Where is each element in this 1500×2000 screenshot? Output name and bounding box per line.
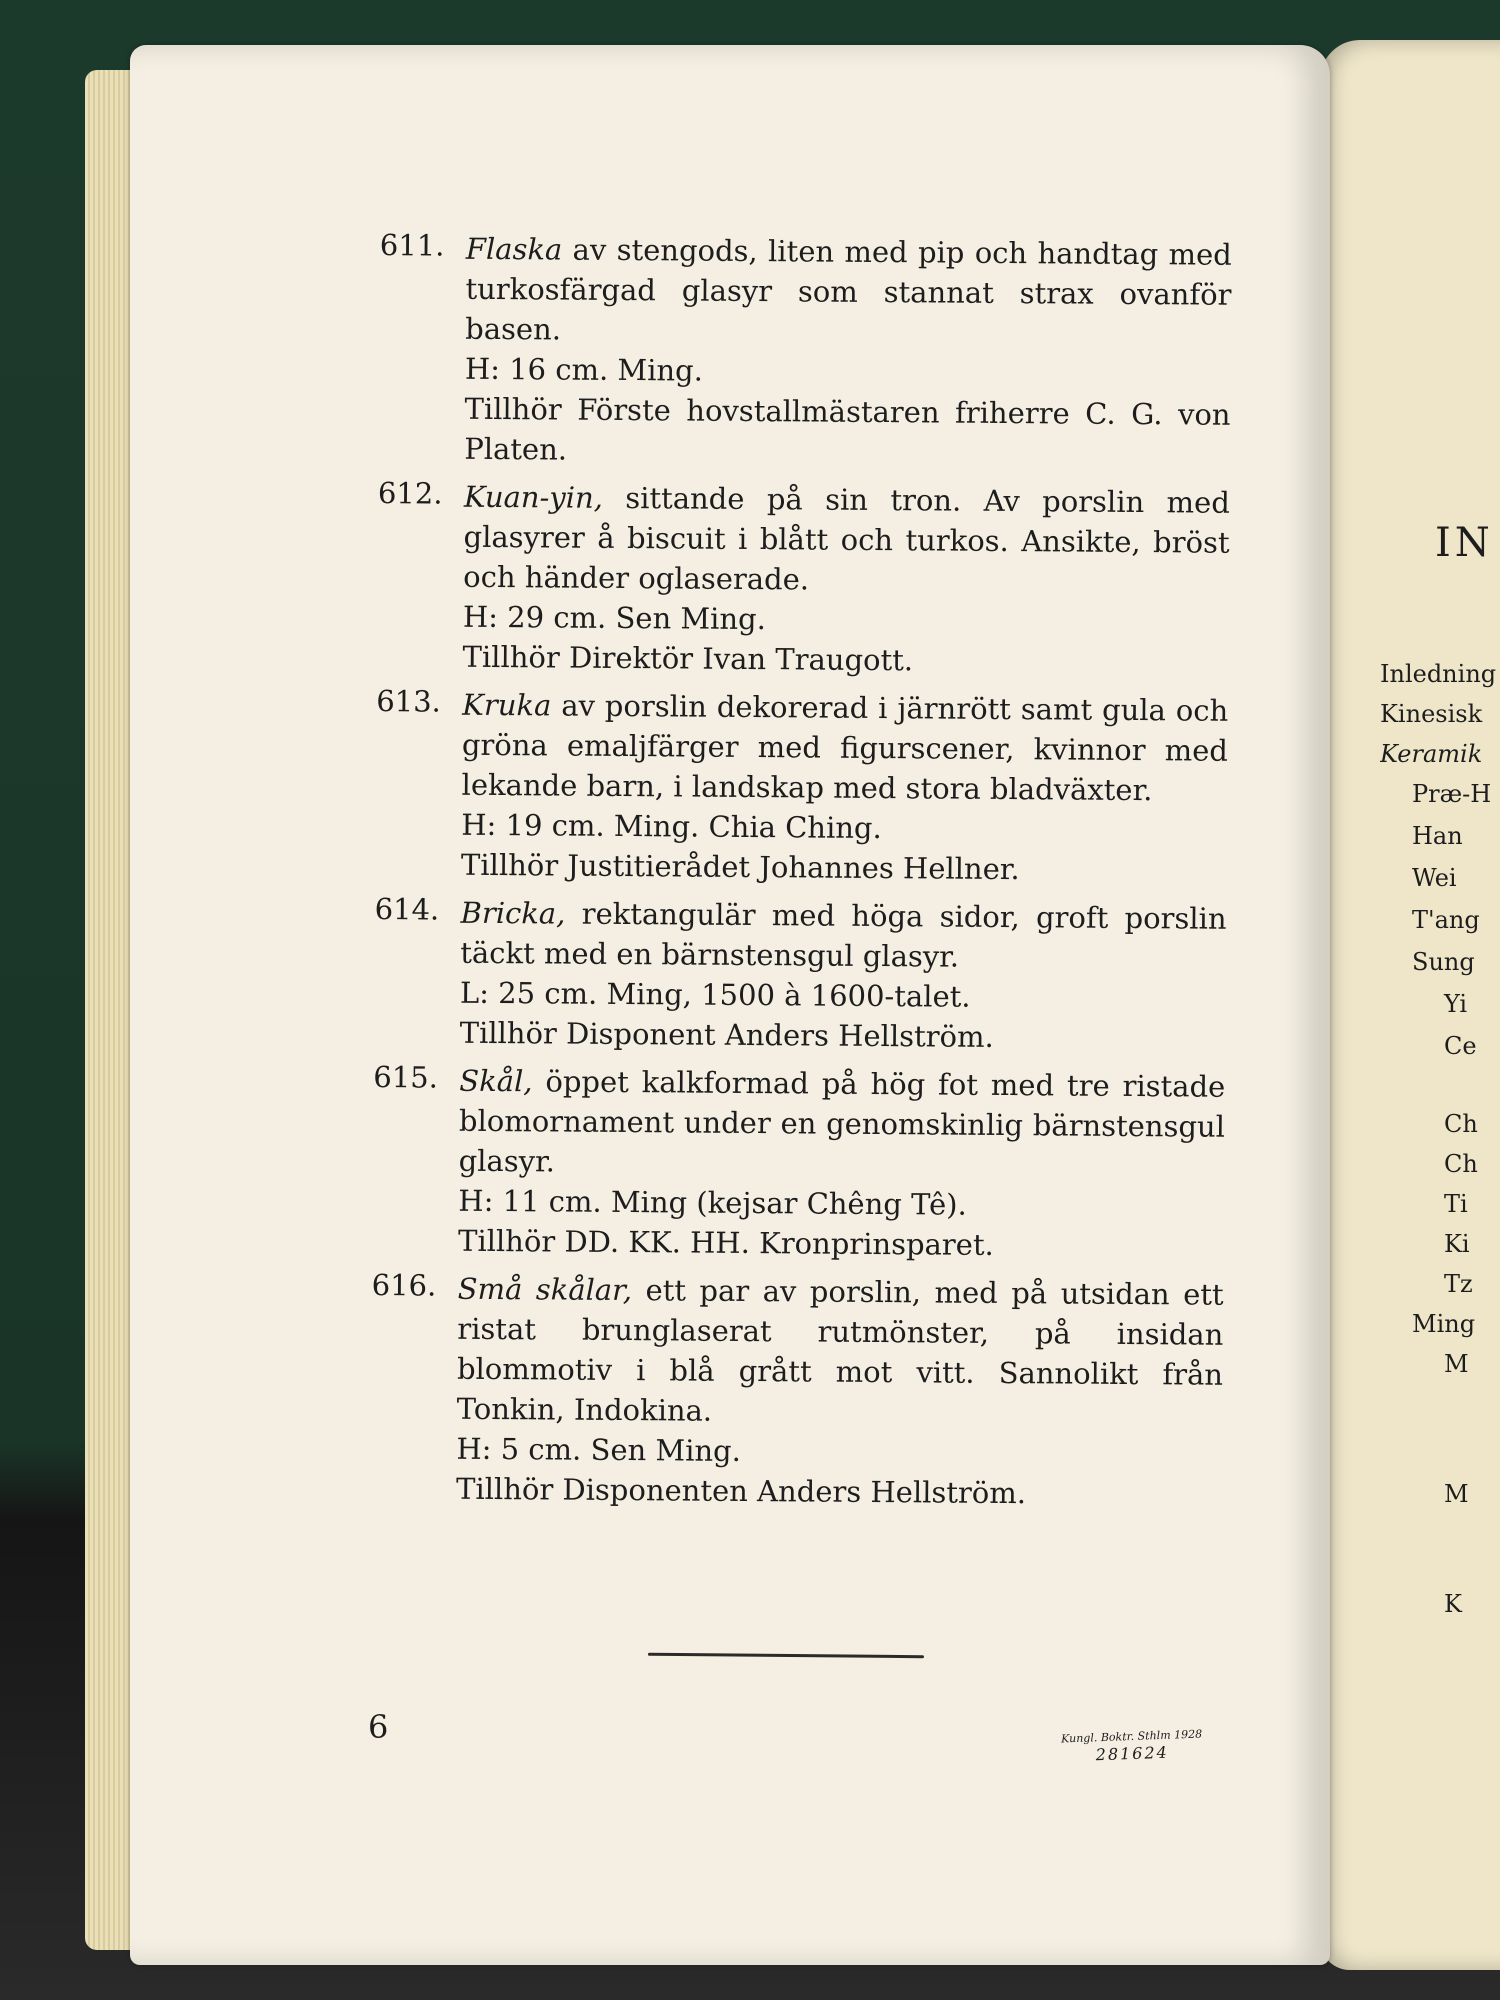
toc-item: K (1444, 1590, 1462, 1618)
catalog-entry (364, 1060, 1226, 1267)
catalog-entry (367, 684, 1229, 891)
toc-item: Ch (1444, 1110, 1478, 1138)
printer-imprint: Kungl. Boktr. Sthlm 1928 (1060, 1727, 1203, 1746)
entry-title: Bricka, (460, 895, 566, 931)
entry-owner: Tillhör Direktör Ivan Traugott. (462, 639, 914, 678)
toc-item: Inledning (1380, 660, 1497, 688)
catalog-entry (362, 1268, 1224, 1515)
entry-description-block (465, 229, 1232, 355)
entry-measure: H: 16 cm. Ming. (464, 351, 704, 388)
entry-number: 616. (371, 1268, 437, 1303)
toc-item: Ki (1444, 1230, 1470, 1258)
entry-owner: Tillhör Justitierådet Johannes Hellner. (460, 847, 1020, 887)
catalog-entry (368, 476, 1230, 683)
toc-item: Keramik (1380, 740, 1483, 768)
entry-measure: H: 11 cm. Ming (kejsar Chêng Tê). (458, 1183, 967, 1222)
entry-description-block (463, 477, 1230, 603)
entry-description-block (461, 685, 1228, 811)
page-number: 6 (368, 1708, 389, 1746)
entry-title: Skål, (459, 1063, 533, 1099)
toc-item: Sung (1412, 948, 1475, 976)
entry-description: rektangulär med höga sidor, groft porslin täckt med en bärnstensgul glasyr. (460, 896, 1227, 974)
entry-description: öppet kalkformad på hög fot med tre ristade blomornament under en genomskinlig bärnstensgul glasyr. (458, 1064, 1226, 1179)
entry-description: av porslin dekorerad i järnrött samt gula och gröna emaljfärger med figurscener, kvinnor med lekande barn, i landskap med stora bladväxter. (461, 688, 1229, 808)
toc-item: Yi (1444, 990, 1468, 1018)
entry-owner: Tillhör DD. KK. HH. Kronprinsparet. (457, 1223, 994, 1262)
toc-item: Kinesisk (1380, 700, 1483, 728)
entry-measure: L: 25 cm. Ming, 1500 à 1600-talet. (459, 975, 971, 1014)
entry-description: sittande på sin tron. Av porslin med glasyrer å biscuit i blått och turkos. Ansikte, bröst och händer oglaserade. (463, 480, 1231, 597)
toc-item: Ce (1444, 1032, 1477, 1060)
entry-description: ett par av porslin, med på utsidan ett ristat brunglaserat rutmönster, på insidan blommotiv i blå grått mot vitt. Sannolikt från Tonkin, Indokina. (456, 1273, 1224, 1428)
toc-item: Ming (1412, 1310, 1476, 1338)
entry-owner: Tillhör Förste hovstallmästaren friherre C. G. von Platen. (464, 391, 1231, 467)
entry-number: 615. (373, 1060, 439, 1095)
entry-owner: Tillhör Disponent Anders Hellström. (459, 1015, 994, 1054)
entry-measure: H: 29 cm. Sen Ming. (462, 599, 767, 637)
entry-description-block (459, 1061, 1226, 1187)
entry-title: Flaska (465, 231, 563, 267)
toc-item: M (1444, 1480, 1469, 1508)
toc-item: Wei (1412, 864, 1457, 892)
entry-title: Kuan-yin, (463, 479, 604, 515)
entry-number: 612. (377, 476, 443, 511)
catalog-entries (362, 228, 1232, 1523)
entry-number: 613. (376, 684, 441, 719)
entry-description-block (460, 893, 1227, 979)
entry-title: Kruka (462, 687, 552, 723)
toc-item: Han (1412, 822, 1463, 850)
printer-imprint-block (1041, 1727, 1222, 1767)
toc-item: Tz (1444, 1270, 1473, 1298)
entry-description-block (457, 1269, 1224, 1435)
entry-owner: Tillhör Disponenten Anders Hellström. (455, 1471, 1027, 1511)
toc-item: T'ang (1412, 906, 1480, 934)
print-code: 281624 (1095, 1742, 1170, 1765)
toc-item: Præ-H (1412, 780, 1492, 808)
toc-item: M (1444, 1350, 1469, 1378)
entry-number: 614. (374, 892, 440, 927)
catalog-entry (370, 228, 1232, 475)
facing-page-toc (1380, 510, 1500, 1710)
entry-measure: H: 5 cm. Sen Ming. (456, 1431, 742, 1468)
entry-measure: H: 19 cm. Ming. Chia Ching. (461, 807, 882, 846)
toc-item: Ti (1444, 1190, 1468, 1218)
entry-description: av stengods, liten med pip och handtag med turkosfärgad glasyr som stannat strax ovanför basen. (465, 232, 1232, 347)
entry-number: 611. (379, 228, 445, 263)
facing-page-heading: IN (1435, 520, 1494, 566)
toc-item: Ch (1444, 1150, 1478, 1178)
entry-title: Små skålar, (457, 1271, 633, 1308)
catalog-entry (366, 892, 1227, 1059)
